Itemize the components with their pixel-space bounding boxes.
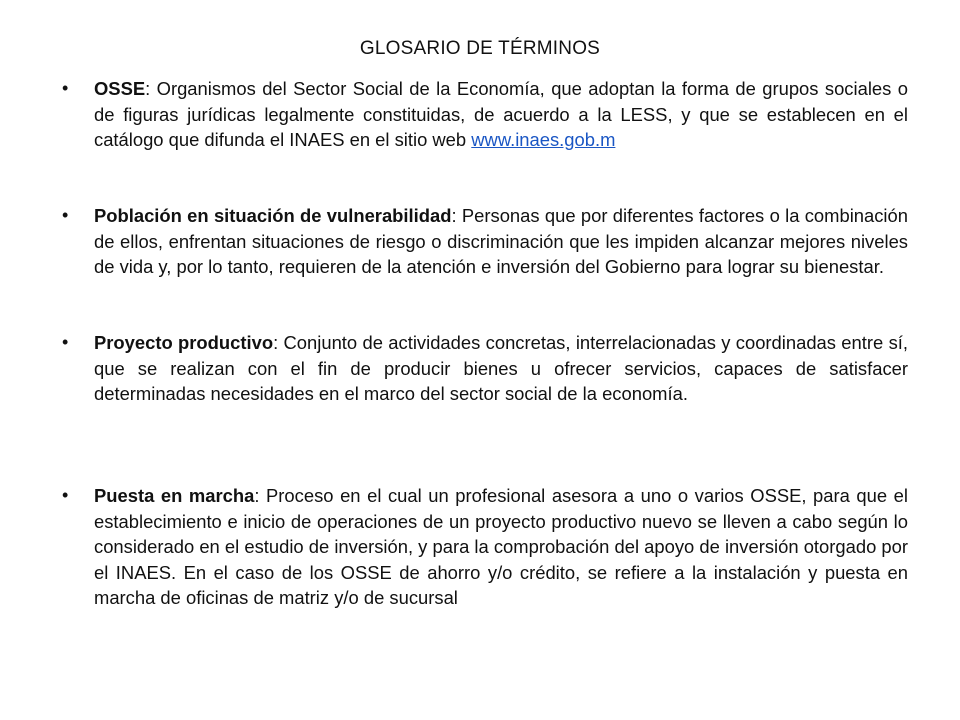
entry-text [94, 483, 908, 611]
entry-text [94, 330, 908, 407]
glossary-entry-puesta-en-marcha [62, 483, 908, 611]
entry-separator: : [254, 485, 267, 506]
entry-term: Población en situación de vulnerabilidad [94, 205, 452, 226]
entry-separator: : [145, 78, 157, 99]
bullet-icon: • [62, 78, 69, 98]
entry-term: Proyecto productivo [94, 332, 274, 353]
entry-definition: Organismos del Sector Social de la Economía, que adoptan la forma de grupos sociales o de figuras jurídicas legalmente constituidas, de acuerdo a la LESS, y que se establecen en el catálogo que difunda el INAES en el sitio web [94, 78, 908, 150]
entry-separator: : [273, 332, 284, 353]
glossary-entry-poblacion-vulnerable [62, 203, 908, 280]
inaes-website-link[interactable]: www.inaes.gob.m [471, 129, 616, 150]
entry-text [94, 76, 908, 153]
entry-term: Puesta en marcha [94, 485, 255, 506]
entry-text [94, 203, 908, 280]
glossary-entry-osse [62, 76, 908, 153]
entry-term: OSSE [94, 78, 146, 99]
bullet-icon: • [62, 485, 69, 505]
entry-separator: : [451, 205, 462, 226]
entry-definition: Proceso en el cual un profesional asesora a uno o varios OSSE, para que el establecimiento e inicio de operaciones de un proyecto productivo nuevo se lleven a cabo según lo considerado en el estudio de inversión, y para la comprobación del apoyo de inversión otorgado por el INAES. En el caso de los OSSE de ahorro y/o crédito, se refiere a la instalación y puesta en marcha de oficinas de matriz y/o de sucursal [94, 485, 908, 608]
bullet-icon: • [62, 332, 69, 352]
entry-definition: Conjunto de actividades concretas, interrelacionadas y coordinadas entre sí, que se realizan con el fin de producir bienes u ofrecer servicios, capaces de satisfacer determinadas necesidades en el marco del sector social de la economía. [94, 332, 908, 404]
entry-definition: Personas que por diferentes factores o la combinación de ellos, enfrentan situaciones de riesgo o discriminación que les impiden alcanzar mejores niveles de vida y, por lo tanto, requieren de la atención e inversión del Gobierno para lograr su bienestar. [94, 205, 908, 277]
glossary-entry-proyecto-productivo [62, 330, 908, 407]
page-title: GLOSARIO DE TÉRMINOS [359, 38, 601, 59]
bullet-icon: • [62, 205, 69, 225]
